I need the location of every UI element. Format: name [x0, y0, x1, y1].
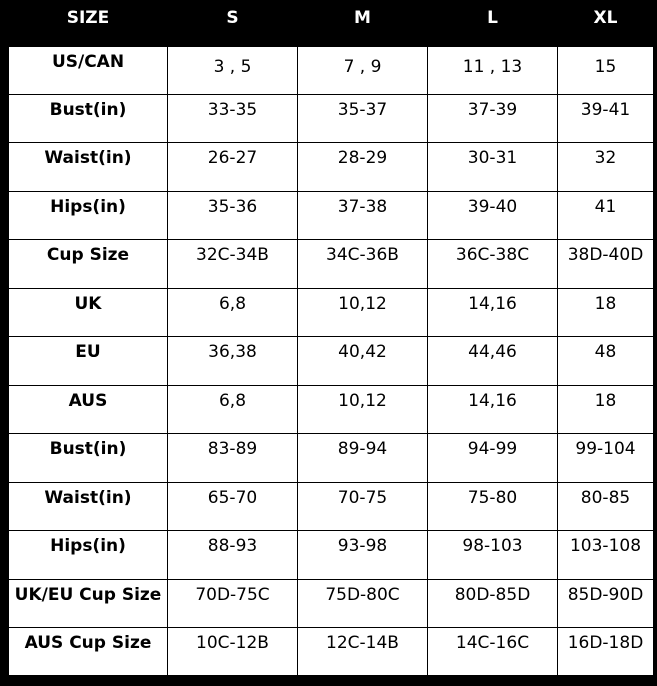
cell-xl: 80-85: [558, 482, 654, 531]
table-row: [9, 434, 654, 483]
cell-s: 70D-75C: [168, 579, 298, 628]
cell-m: 75D-80C: [298, 579, 428, 628]
table-row: [9, 385, 654, 434]
table-row: [9, 628, 654, 677]
cell-l: 36C-38C: [428, 240, 558, 289]
cell-l: 44,46: [428, 337, 558, 386]
cell-xl: 15: [558, 46, 654, 95]
table-header: [9, 0, 654, 46]
header-m: M: [298, 0, 428, 46]
cell-xl: 18: [558, 288, 654, 337]
cell-l: 14,16: [428, 288, 558, 337]
row-label: AUS Cup Size: [9, 628, 168, 677]
cell-s: 83-89: [168, 434, 298, 483]
table-row: [9, 46, 654, 95]
row-label: UK/EU Cup Size: [9, 579, 168, 628]
table-row: [9, 288, 654, 337]
table-row: [9, 579, 654, 628]
cell-s: 33-35: [168, 94, 298, 143]
cell-xl: 38D-40D: [558, 240, 654, 289]
cell-l: 14C-16C: [428, 628, 558, 677]
cell-l: 14,16: [428, 385, 558, 434]
row-label: Bust(in): [9, 94, 168, 143]
header-l: L: [428, 0, 558, 46]
cell-l: 94-99: [428, 434, 558, 483]
cell-xl: 99-104: [558, 434, 654, 483]
cell-l: 75-80: [428, 482, 558, 531]
row-label: UK: [9, 288, 168, 337]
cell-xl: 18: [558, 385, 654, 434]
cell-m: 10,12: [298, 385, 428, 434]
row-label: Waist(in): [9, 482, 168, 531]
cell-s: 10C-12B: [168, 628, 298, 677]
row-label: Hips(in): [9, 531, 168, 580]
cell-xl: 85D-90D: [558, 579, 654, 628]
table-row: [9, 531, 654, 580]
row-label: EU: [9, 337, 168, 386]
header-size: SIZE: [9, 0, 168, 46]
cell-s: 32C-34B: [168, 240, 298, 289]
table-row: [9, 337, 654, 386]
cell-m: 10,12: [298, 288, 428, 337]
header-row: [9, 0, 654, 46]
header-xl: XL: [558, 0, 654, 46]
cell-m: 34C-36B: [298, 240, 428, 289]
cell-m: 40,42: [298, 337, 428, 386]
cell-l: 98-103: [428, 531, 558, 580]
cell-xl: 39-41: [558, 94, 654, 143]
cell-s: 65-70: [168, 482, 298, 531]
cell-l: 11 , 13: [428, 46, 558, 95]
cell-s: 26-27: [168, 143, 298, 192]
header-s: S: [168, 0, 298, 46]
cell-s: 88-93: [168, 531, 298, 580]
cell-m: 35-37: [298, 94, 428, 143]
size-table: [8, 0, 654, 678]
cell-xl: 48: [558, 337, 654, 386]
cell-s: 6,8: [168, 385, 298, 434]
row-label: Hips(in): [9, 191, 168, 240]
cell-l: 37-39: [428, 94, 558, 143]
cell-s: 6,8: [168, 288, 298, 337]
cell-m: 89-94: [298, 434, 428, 483]
table-row: [9, 482, 654, 531]
cell-m: 12C-14B: [298, 628, 428, 677]
row-label: AUS: [9, 385, 168, 434]
table-row: [9, 143, 654, 192]
cell-l: 80D-85D: [428, 579, 558, 628]
table-row: [9, 191, 654, 240]
row-label: Cup Size: [9, 240, 168, 289]
row-label: Waist(in): [9, 143, 168, 192]
cell-xl: 16D-18D: [558, 628, 654, 677]
cell-m: 28-29: [298, 143, 428, 192]
cell-m: 7 , 9: [298, 46, 428, 95]
table-row: [9, 240, 654, 289]
cell-xl: 103-108: [558, 531, 654, 580]
cell-l: 30-31: [428, 143, 558, 192]
cell-s: 3 , 5: [168, 46, 298, 95]
cell-s: 35-36: [168, 191, 298, 240]
row-label: Bust(in): [9, 434, 168, 483]
cell-m: 70-75: [298, 482, 428, 531]
cell-xl: 41: [558, 191, 654, 240]
cell-l: 39-40: [428, 191, 558, 240]
cell-m: 93-98: [298, 531, 428, 580]
cell-s: 36,38: [168, 337, 298, 386]
table-row: [9, 94, 654, 143]
cell-m: 37-38: [298, 191, 428, 240]
cell-xl: 32: [558, 143, 654, 192]
table-body: [9, 46, 654, 677]
row-label: US/CAN: [9, 46, 168, 95]
